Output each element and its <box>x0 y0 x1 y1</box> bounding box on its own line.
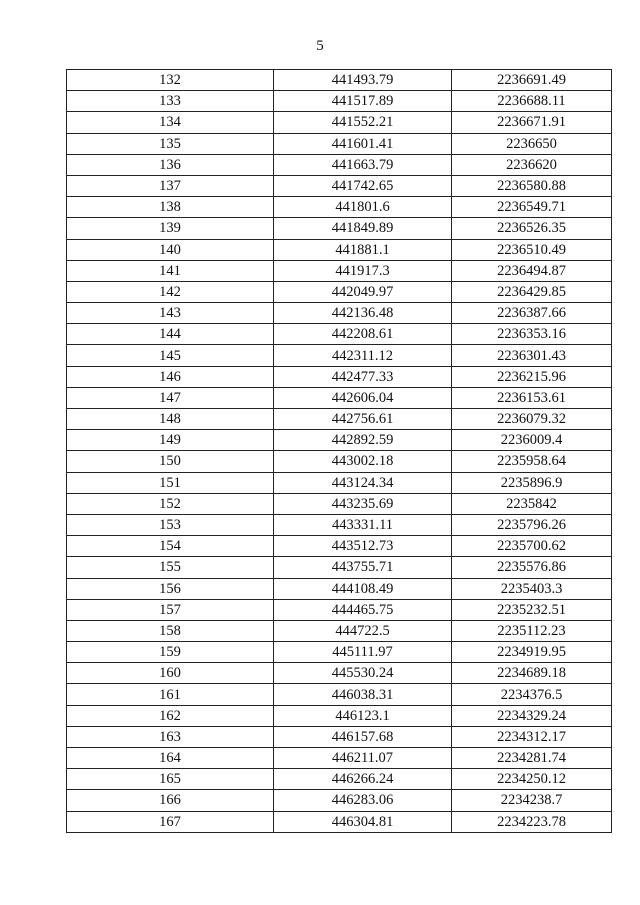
x-coordinate-cell: 441917.3 <box>274 260 452 281</box>
point-number-cell: 161 <box>67 684 274 705</box>
x-coordinate-cell: 443331.11 <box>274 514 452 535</box>
point-number-cell: 148 <box>67 409 274 430</box>
x-coordinate-cell: 445530.24 <box>274 663 452 684</box>
y-coordinate-cell: 2236620 <box>452 154 612 175</box>
point-number-cell: 163 <box>67 726 274 747</box>
coordinates-table-body <box>67 70 612 833</box>
table-row <box>67 769 612 790</box>
x-coordinate-cell: 442136.48 <box>274 303 452 324</box>
point-number-cell: 147 <box>67 387 274 408</box>
table-row <box>67 684 612 705</box>
y-coordinate-cell: 2235112.23 <box>452 620 612 641</box>
y-coordinate-cell: 2234376.5 <box>452 684 612 705</box>
x-coordinate-cell: 441601.41 <box>274 133 452 154</box>
table-row <box>67 493 612 514</box>
y-coordinate-cell: 2236549.71 <box>452 197 612 218</box>
y-coordinate-cell: 2235700.62 <box>452 536 612 557</box>
table-row <box>67 514 612 535</box>
x-coordinate-cell: 442311.12 <box>274 345 452 366</box>
x-coordinate-cell: 441881.1 <box>274 239 452 260</box>
point-number-cell: 154 <box>67 536 274 557</box>
coordinates-table <box>66 69 612 833</box>
point-number-cell: 137 <box>67 175 274 196</box>
table-row <box>67 578 612 599</box>
point-number-cell: 152 <box>67 493 274 514</box>
point-number-cell: 151 <box>67 472 274 493</box>
point-number-cell: 156 <box>67 578 274 599</box>
x-coordinate-cell: 446211.07 <box>274 748 452 769</box>
point-number-cell: 145 <box>67 345 274 366</box>
y-coordinate-cell: 2236079.32 <box>452 409 612 430</box>
x-coordinate-cell: 446038.31 <box>274 684 452 705</box>
point-number-cell: 140 <box>67 239 274 260</box>
table-row <box>67 112 612 133</box>
x-coordinate-cell: 446266.24 <box>274 769 452 790</box>
point-number-cell: 165 <box>67 769 274 790</box>
y-coordinate-cell: 2234689.18 <box>452 663 612 684</box>
x-coordinate-cell: 444722.5 <box>274 620 452 641</box>
point-number-cell: 143 <box>67 303 274 324</box>
point-number-cell: 134 <box>67 112 274 133</box>
y-coordinate-cell: 2236671.91 <box>452 112 612 133</box>
point-number-cell: 153 <box>67 514 274 535</box>
table-row <box>67 133 612 154</box>
x-coordinate-cell: 443512.73 <box>274 536 452 557</box>
table-row <box>67 303 612 324</box>
point-number-cell: 138 <box>67 197 274 218</box>
x-coordinate-cell: 441801.6 <box>274 197 452 218</box>
x-coordinate-cell: 442756.61 <box>274 409 452 430</box>
point-number-cell: 135 <box>67 133 274 154</box>
x-coordinate-cell: 441849.89 <box>274 218 452 239</box>
table-row <box>67 726 612 747</box>
y-coordinate-cell: 2236691.49 <box>452 70 612 91</box>
y-coordinate-cell: 2235576.86 <box>452 557 612 578</box>
y-coordinate-cell: 2235842 <box>452 493 612 514</box>
y-coordinate-cell: 2234919.95 <box>452 642 612 663</box>
x-coordinate-cell: 441517.89 <box>274 91 452 112</box>
table-row <box>67 409 612 430</box>
table-row <box>67 281 612 302</box>
y-coordinate-cell: 2236526.35 <box>452 218 612 239</box>
x-coordinate-cell: 442606.04 <box>274 387 452 408</box>
y-coordinate-cell: 2235796.26 <box>452 514 612 535</box>
table-row <box>67 748 612 769</box>
table-row <box>67 811 612 832</box>
table-row <box>67 790 612 811</box>
x-coordinate-cell: 444108.49 <box>274 578 452 599</box>
table-row <box>67 472 612 493</box>
x-coordinate-cell: 446283.06 <box>274 790 452 811</box>
y-coordinate-cell: 2234312.17 <box>452 726 612 747</box>
table-row <box>67 705 612 726</box>
y-coordinate-cell: 2236301.43 <box>452 345 612 366</box>
point-number-cell: 155 <box>67 557 274 578</box>
y-coordinate-cell: 2234250.12 <box>452 769 612 790</box>
table-row <box>67 70 612 91</box>
x-coordinate-cell: 441493.79 <box>274 70 452 91</box>
point-number-cell: 144 <box>67 324 274 345</box>
point-number-cell: 166 <box>67 790 274 811</box>
y-coordinate-cell: 2236494.87 <box>452 260 612 281</box>
x-coordinate-cell: 446157.68 <box>274 726 452 747</box>
x-coordinate-cell: 446123.1 <box>274 705 452 726</box>
y-coordinate-cell: 2236153.61 <box>452 387 612 408</box>
table-row <box>67 430 612 451</box>
point-number-cell: 157 <box>67 599 274 620</box>
point-number-cell: 146 <box>67 366 274 387</box>
point-number-cell: 136 <box>67 154 274 175</box>
x-coordinate-cell: 443755.71 <box>274 557 452 578</box>
y-coordinate-cell: 2236215.96 <box>452 366 612 387</box>
point-number-cell: 139 <box>67 218 274 239</box>
table-row <box>67 175 612 196</box>
point-number-cell: 133 <box>67 91 274 112</box>
table-row <box>67 260 612 281</box>
point-number-cell: 160 <box>67 663 274 684</box>
table-row <box>67 387 612 408</box>
point-number-cell: 150 <box>67 451 274 472</box>
x-coordinate-cell: 442892.59 <box>274 430 452 451</box>
point-number-cell: 159 <box>67 642 274 663</box>
y-coordinate-cell: 2236580.88 <box>452 175 612 196</box>
point-number-cell: 142 <box>67 281 274 302</box>
table-row <box>67 218 612 239</box>
y-coordinate-cell: 2235958.64 <box>452 451 612 472</box>
point-number-cell: 164 <box>67 748 274 769</box>
x-coordinate-cell: 442208.61 <box>274 324 452 345</box>
x-coordinate-cell: 442477.33 <box>274 366 452 387</box>
table-row <box>67 451 612 472</box>
y-coordinate-cell: 2234238.7 <box>452 790 612 811</box>
y-coordinate-cell: 2236510.49 <box>452 239 612 260</box>
table-row <box>67 557 612 578</box>
table-row <box>67 91 612 112</box>
y-coordinate-cell: 2236650 <box>452 133 612 154</box>
y-coordinate-cell: 2236387.66 <box>452 303 612 324</box>
x-coordinate-cell: 442049.97 <box>274 281 452 302</box>
y-coordinate-cell: 2234281.74 <box>452 748 612 769</box>
table-row <box>67 663 612 684</box>
x-coordinate-cell: 441742.65 <box>274 175 452 196</box>
table-row <box>67 536 612 557</box>
y-coordinate-cell: 2234223.78 <box>452 811 612 832</box>
y-coordinate-cell: 2234329.24 <box>452 705 612 726</box>
y-coordinate-cell: 2236688.11 <box>452 91 612 112</box>
y-coordinate-cell: 2236429.85 <box>452 281 612 302</box>
table-row <box>67 366 612 387</box>
x-coordinate-cell: 441552.21 <box>274 112 452 133</box>
table-row <box>67 239 612 260</box>
table-row <box>67 642 612 663</box>
page-number: 5 <box>316 38 324 54</box>
table-row <box>67 324 612 345</box>
x-coordinate-cell: 444465.75 <box>274 599 452 620</box>
x-coordinate-cell: 446304.81 <box>274 811 452 832</box>
table-row <box>67 599 612 620</box>
x-coordinate-cell: 443235.69 <box>274 493 452 514</box>
table-row <box>67 620 612 641</box>
y-coordinate-cell: 2235232.51 <box>452 599 612 620</box>
point-number-cell: 167 <box>67 811 274 832</box>
point-number-cell: 141 <box>67 260 274 281</box>
x-coordinate-cell: 445111.97 <box>274 642 452 663</box>
table-row <box>67 345 612 366</box>
y-coordinate-cell: 2235896.9 <box>452 472 612 493</box>
y-coordinate-cell: 2236009.4 <box>452 430 612 451</box>
x-coordinate-cell: 443124.34 <box>274 472 452 493</box>
point-number-cell: 132 <box>67 70 274 91</box>
point-number-cell: 149 <box>67 430 274 451</box>
x-coordinate-cell: 443002.18 <box>274 451 452 472</box>
y-coordinate-cell: 2236353.16 <box>452 324 612 345</box>
table-row <box>67 154 612 175</box>
x-coordinate-cell: 441663.79 <box>274 154 452 175</box>
table-row <box>67 197 612 218</box>
point-number-cell: 162 <box>67 705 274 726</box>
point-number-cell: 158 <box>67 620 274 641</box>
y-coordinate-cell: 2235403.3 <box>452 578 612 599</box>
